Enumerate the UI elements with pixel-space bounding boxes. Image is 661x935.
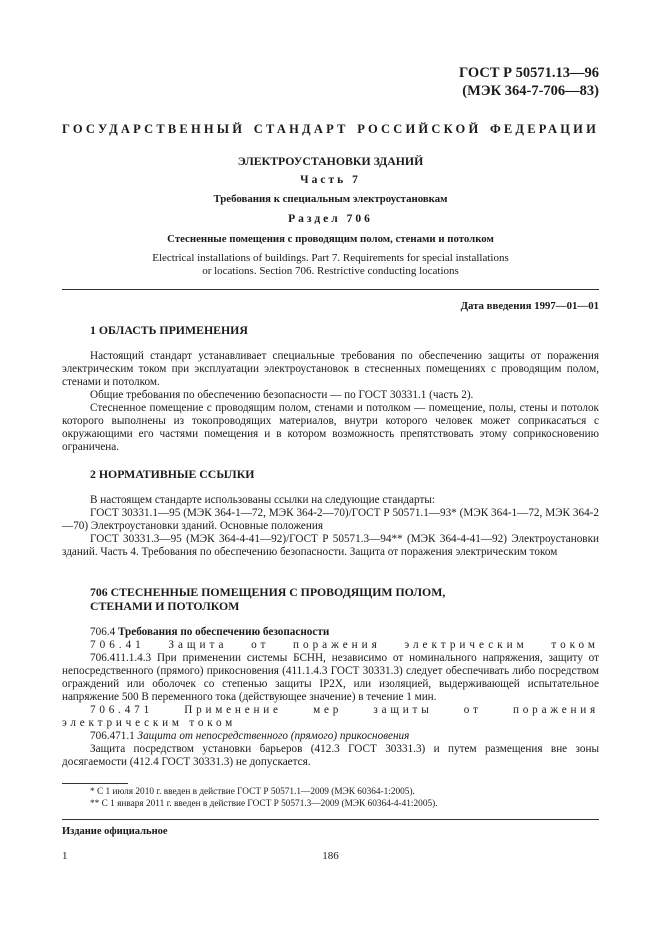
section-subtitle: Стесненные помещения с проводящим полом, стенами и потолком xyxy=(167,233,494,245)
clause-706-471-1 xyxy=(90,730,409,743)
state-word-2: СТАНДАРТ xyxy=(253,122,349,136)
footnote-divider xyxy=(62,783,128,784)
english-title-line2: or locations. Section 706. Restrictive conducting locations xyxy=(202,265,459,277)
clause-706-4 xyxy=(90,626,329,639)
doc-title: ЭЛЕКТРОУСТАНОВКИ ЗДАНИЙ xyxy=(237,154,424,168)
page-number: 186 xyxy=(322,850,339,862)
section-2-reference-1: ГОСТ 30331.1—95 (МЭК 364-1—72, МЭК 364-2—70)/ГОСТ Р 50571.1—93* (МЭК 364-1—72, МЭК 364-2—70) Электроустановки зданий. Основные положения xyxy=(62,507,599,532)
title-divider xyxy=(62,289,599,290)
state-word-3: РОССИЙСКОЙ xyxy=(357,122,482,136)
footnote-1: * С 1 июля 2010 г. введен в действие ГОСТ Р 50571.1—2009 (МЭК 60364-1:2005). xyxy=(90,787,415,797)
footer-divider xyxy=(62,819,599,820)
clause-706-471-1-text: Защита посредством установки барьеров (412.3 ГОСТ 30331.3) и путем размещения вне зоны досягаемости (412.4 ГОСТ 30331.3) не допускается. xyxy=(62,743,599,768)
clause-706-471: 706.471 Применение мер защиты от поражения электрическим током xyxy=(62,704,599,729)
part-subtitle: Требования к специальным электроустановкам xyxy=(213,193,448,205)
clause-706-4-title: Требования по обеспечению безопасности xyxy=(117,626,330,638)
section-1-heading: 1 ОБЛАСТЬ ПРИМЕНЕНИЯ xyxy=(90,323,248,337)
sheet-number: 1 xyxy=(62,850,68,862)
section-label: Раздел 706 xyxy=(288,213,373,225)
state-word-1: ГОСУДАРСТВЕННЫЙ xyxy=(62,122,246,136)
section-1-paragraph-1: Настоящий стандарт устанавливает специальные требования по обеспечению защиты от поражения электрическим током при эксплуатации электроустановок в стесненных помещениях с проводящим полом, стенами и потолком. xyxy=(62,350,599,388)
effective-date: Дата введения 1997—01—01 xyxy=(460,300,599,312)
footnote-2: ** С 1 января 2011 г. введен в действие ГОСТ Р 50571.3—2009 (МЭК 60364-4-41:2005). xyxy=(90,799,438,809)
state-word-4: ФЕДЕРАЦИИ xyxy=(489,122,599,136)
edition-note: Издание официальное xyxy=(62,826,168,837)
state-standard-line xyxy=(62,122,599,137)
clause-706-471-1-title: Защита от непосредственного (прямого) прикосновения xyxy=(137,730,410,742)
english-title-line1: Electrical installations of buildings. Part 7. Requirements for special installations xyxy=(152,252,509,264)
section-1-paragraph-3: Стесненное помещение с проводящим полом, стенами и потолком — помещение, полы, стены и потолок которого выполнены из токопроводящих материалов, внутри которого человек может соприкасаться с окружающими его частями помещения и в котором возможность препятствовать этому соприкосновению ограничена. xyxy=(62,402,599,453)
clause-706-411-1-4-3: 706.411.1.4.3 При применении системы БСНН, независимо от номинального напряжения, защиту от непосредственного (прямого) прикосновения (411.1.4.3 ГОСТ 30331.3) следует обеспечивать либо посредством ограждений или оболочек со степенью защиты IP2X, или изоляцией, выдерживающей испытательное напряжение 500 В переменного тока (действующее значение) в течение 1 мин. xyxy=(62,652,599,703)
section-2-heading: 2 НОРМАТИВНЫЕ ССЫЛКИ xyxy=(90,467,255,481)
standard-code xyxy=(459,64,599,100)
section-2-reference-2: ГОСТ 30331.3—95 (МЭК 364-4-41—92)/ГОСТ Р 50571.3—94** (МЭК 364-4-41—92) Электроустановки зданий. Часть 4. Требования по обеспечению безопасности. Защита от поражения электрическим током xyxy=(62,533,599,558)
standard-code-line1: ГОСТ Р 50571.13—96 xyxy=(459,65,599,81)
part-label: Часть 7 xyxy=(300,174,361,186)
section-2-paragraph-1: В настоящем стандарте использованы ссылки на следующие стандарты: xyxy=(90,494,435,506)
standard-code-line2: (МЭК 364-7-706—83) xyxy=(462,83,599,99)
section-706-heading-line2: СТЕНАМИ И ПОТОЛКОМ xyxy=(90,599,240,613)
section-1-paragraph-2: Общие требования по обеспечению безопасности — по ГОСТ 30331.1 (часть 2). xyxy=(90,389,474,401)
clause-706-41: 706.41 Защита от поражения электрическим током xyxy=(90,639,599,651)
section-706-heading-line1: 706 СТЕСНЕННЫЕ ПОМЕЩЕНИЯ С ПРОВОДЯЩИМ ПОЛОМ, xyxy=(90,585,446,599)
clause-706-4-number: 706.4 xyxy=(90,626,116,638)
clause-706-471-1-number: 706.471.1 xyxy=(90,730,135,742)
